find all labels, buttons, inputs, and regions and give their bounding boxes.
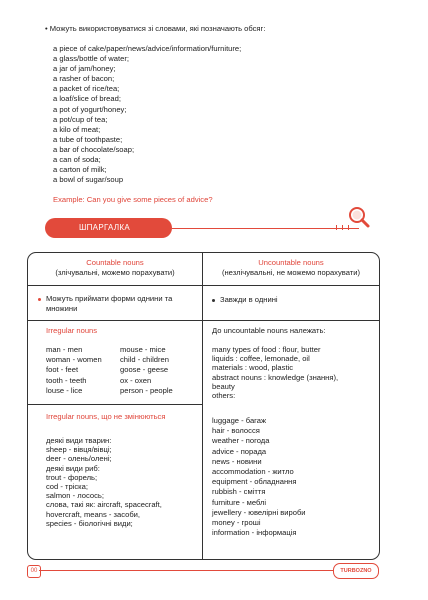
list-item: a jar of jam/honey; [53, 64, 116, 74]
row-divider [28, 404, 202, 405]
uncountable-categories [212, 345, 338, 400]
list-item: деякі види тварин: [46, 436, 112, 445]
row-divider [28, 285, 379, 286]
list-item: a kilo of meat; [53, 124, 101, 134]
list-item: foot - feet [46, 365, 79, 375]
cheatsheet-pill [45, 218, 172, 238]
list-item: liquids : coffee, lemonade, oil [212, 354, 310, 364]
countable-subtitle: (злічувальні, можемо порахувати) [55, 268, 175, 277]
uncountable-others [212, 416, 306, 538]
list-item: mouse - mice [120, 345, 166, 354]
uncountable-header [203, 258, 379, 278]
uncountable-intro: До uncountable nouns належать: [212, 326, 326, 335]
list-item: деякі види риб: [46, 463, 100, 473]
list-item: man - men [46, 345, 83, 354]
countable-title: Countable nouns [86, 258, 144, 267]
magnifier-icon [346, 204, 372, 230]
list-item: deer - олень/олені; [46, 454, 112, 464]
list-item: tooth - teeth [46, 375, 87, 385]
list-item: accommodation - житло [212, 467, 294, 477]
divider [172, 228, 359, 229]
list-item: слова, такі як: aircraft, spacecraft, [46, 500, 162, 510]
list-item: equipment - обладнання [212, 477, 297, 487]
list-item: furniture - меблі [212, 497, 267, 507]
list-item: cod - тріска; [46, 482, 88, 492]
list-item: sheep - вівця/вівці; [46, 445, 112, 455]
list-item: hovercraft, means - засоби, [46, 509, 141, 519]
irregular-col-2 [120, 345, 173, 396]
unchanged-title: Irregular nouns, що не змінюються [46, 412, 166, 421]
list-item: a pot/cup of tea; [53, 114, 108, 124]
bullet-icon [212, 299, 215, 302]
list-item: rubbish - сміття [212, 487, 266, 497]
example-sentence: Example: Can you give some pieces of advice? [53, 195, 213, 204]
divider-tick [336, 225, 337, 230]
list-item: abstract nouns : knowledge (знання), [212, 372, 339, 382]
list-item: a bar of chocolate/soap; [53, 144, 135, 154]
list-item: louse - lice [46, 385, 83, 395]
intro-text: • Можуть використовуватися зі словами, які позначають обсяг: [45, 24, 266, 33]
rule-line: Можуть приймати форми однини та [46, 294, 173, 303]
list-item: a carton of milk; [53, 165, 107, 175]
list-item: goose - geese [120, 365, 169, 375]
list-item: woman - women [46, 355, 102, 365]
bullet-icon [38, 298, 41, 301]
list-item: money - гроші [212, 518, 261, 528]
rule-line: множини [46, 304, 78, 313]
list-item: a tube of toothpaste; [53, 134, 123, 144]
list-item: a piece of cake/paper/news/advice/information/furniture; [53, 44, 242, 53]
brand-logo: TURBOZNO [333, 563, 379, 579]
list-item: jewellery - ювелірні вироби [212, 507, 306, 517]
irregular-title: Irregular nouns [46, 326, 98, 335]
cheatsheet-label: ШПАРГАЛКА [79, 223, 131, 232]
list-item: news - новини [212, 456, 262, 466]
row-divider [28, 320, 379, 321]
list-item: many types of food : flour, butter [212, 345, 321, 354]
list-item: others: [212, 391, 236, 401]
divider-tick [342, 225, 343, 230]
footer-divider [39, 570, 333, 571]
quantity-phrases-list [53, 44, 241, 185]
unchanged-list [46, 436, 162, 528]
cheatsheet-header [45, 218, 332, 238]
list-item: information - інформація [212, 528, 297, 538]
page-number: 00 [27, 565, 41, 578]
uncountable-subtitle: (незлічувальні, не можемо порахувати) [221, 268, 361, 277]
list-item: weather - погода [212, 436, 270, 446]
list-item: a glass/bottle of water; [53, 54, 129, 64]
list-item: species - біологічні види; [46, 518, 133, 528]
list-item: child - children [120, 355, 169, 365]
list-item: ox - oxen [120, 375, 152, 385]
list-item: luggage - багаж [212, 416, 267, 425]
countable-rule [46, 294, 172, 314]
list-item: a packet of rice/tea; [53, 84, 120, 94]
uncountable-title: Uncountable nouns [258, 258, 324, 267]
column-divider [202, 253, 203, 559]
uncountable-rule: Завжди в однині [220, 295, 278, 304]
list-item: hair - волосся [212, 426, 260, 436]
list-item: materials : wood, plastic [212, 363, 294, 373]
list-item: advice - порада [212, 446, 267, 456]
list-item: a can of soda; [53, 155, 101, 165]
irregular-col-1 [46, 345, 102, 396]
nouns-table [27, 252, 380, 560]
list-item: trout - форель; [46, 472, 98, 482]
list-item: a rasher of bacon; [53, 74, 115, 84]
list-item: a pot of yogurt/honey; [53, 104, 127, 114]
countable-header [28, 258, 202, 278]
list-item: person - people [120, 385, 173, 395]
list-item: a loaf/slice of bread; [53, 94, 121, 104]
list-item: a bowl of sugar/soup [53, 175, 124, 185]
list-item: salmon - лосось; [46, 491, 104, 501]
list-item: beauty [212, 381, 235, 391]
